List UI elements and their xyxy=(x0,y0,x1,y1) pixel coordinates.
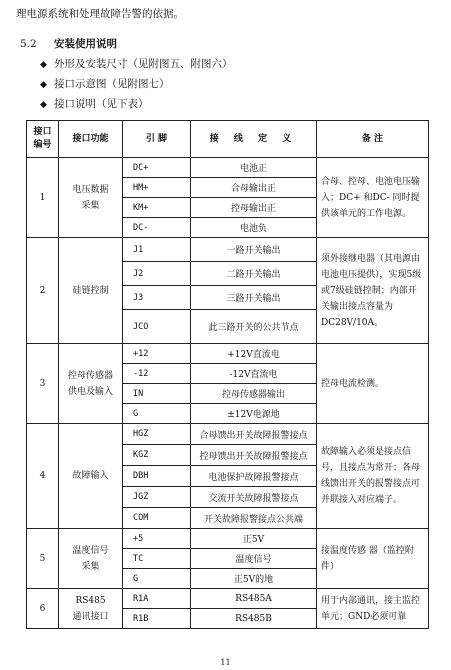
pin-cell: HM+ xyxy=(123,178,191,198)
section-number: 5.2 xyxy=(20,38,37,50)
note-cell: 须外接继电器（其电源由电池电压提供），实现5级或7级硅链控制；内部开关输出接点容量为DC28V/10A。 xyxy=(317,238,429,344)
pin-cell: KM+ xyxy=(123,198,191,218)
function-line1: RS485 xyxy=(75,595,106,606)
table-row xyxy=(27,238,429,262)
interface-number-cell: 4 xyxy=(27,424,59,529)
bullet-item xyxy=(40,76,170,91)
definition-cell: 一路开关输出 xyxy=(191,238,317,262)
header-function: 接口功能 xyxy=(59,121,123,158)
table-row xyxy=(27,158,429,178)
function-line2: 采集 xyxy=(81,561,100,572)
pin-cell: G xyxy=(123,569,191,589)
header-note: 备 注 xyxy=(317,121,429,158)
definition-cell: 开关故障报警接点公共端 xyxy=(191,508,317,529)
definition-cell: 电池保护故障报警接点 xyxy=(191,466,317,487)
page-number: 11 xyxy=(220,658,231,667)
function-line2: 采集 xyxy=(81,200,100,211)
table-body xyxy=(27,158,429,629)
definition-cell: 正5V的地 xyxy=(191,569,317,589)
pin-cell: COM xyxy=(123,508,191,529)
definition-cell: -12V直流电 xyxy=(191,364,317,384)
interface-function-cell xyxy=(59,344,123,424)
function-line1: 控母传感器 xyxy=(67,370,113,381)
table-row xyxy=(27,589,429,609)
definition-cell: ±12V电源地 xyxy=(191,404,317,424)
table-header-row xyxy=(27,121,429,158)
function-line1: 电压数据 xyxy=(72,184,109,195)
pin-cell: J1 xyxy=(123,238,191,262)
bullet-text: 接口说明（见下表） xyxy=(54,98,149,110)
definition-cell: 此三路开关的公共节点 xyxy=(191,310,317,344)
pin-cell: DC- xyxy=(123,218,191,238)
function-line1: 故障输入 xyxy=(72,471,109,481)
pin-cell: KGZ xyxy=(123,445,191,466)
note-cell: 用于内部通讯，接主监控单元；GND必须可靠 xyxy=(317,589,429,629)
definition-cell: 电池正 xyxy=(191,158,317,178)
function-line1: 硅链控制 xyxy=(72,285,109,296)
bullet-text: 接口示意图（见附图七） xyxy=(54,78,170,90)
pin-cell: R1A xyxy=(123,589,191,609)
interface-function-cell xyxy=(59,158,123,238)
section-title: 安装使用说明 xyxy=(54,38,117,50)
pin-cell: +5 xyxy=(123,529,191,549)
definition-cell: RS485B xyxy=(191,609,317,629)
interface-number-cell: 6 xyxy=(27,589,59,629)
definition-cell: 合母输出正 xyxy=(191,178,317,198)
pin-cell: JCO xyxy=(123,310,191,344)
pin-cell: JGZ xyxy=(123,487,191,508)
interface-number-cell: 5 xyxy=(27,529,59,589)
function-line2: 供电及输入 xyxy=(67,386,113,397)
note-cell: 合母、控母、电池电压输入；DC+ 和DC- 同时提供该单元的工作电源。 xyxy=(317,158,429,238)
pin-cell: G xyxy=(123,404,191,424)
definition-cell: 电池负 xyxy=(191,218,317,238)
interface-function-cell xyxy=(59,589,123,629)
bullet-item xyxy=(40,56,233,71)
header-no-line2: 编号 xyxy=(33,140,52,150)
interface-number-cell: 3 xyxy=(27,344,59,424)
interface-number-cell: 1 xyxy=(27,158,59,238)
definition-cell: 控母输出正 xyxy=(191,198,317,218)
note-cell: 故障输入必须是接点信号，且接点为常开；各母线馈出开关的报警接点可并联接入对应端子。 xyxy=(317,424,429,529)
function-line1: 温度信号 xyxy=(72,545,109,556)
intro-text: 理电源系统和处理故障告警的依据。 xyxy=(16,8,184,20)
table-row xyxy=(27,344,429,364)
pin-cell: IN xyxy=(123,384,191,404)
pin-cell: J2 xyxy=(123,262,191,286)
header-interface-no xyxy=(27,121,59,158)
note-cell: 控母电流检测。 xyxy=(317,344,429,424)
definition-cell: 二路开关输出 xyxy=(191,262,317,286)
pin-cell: HGZ xyxy=(123,424,191,445)
definition-cell: 温度信号 xyxy=(191,549,317,569)
diamond-bullet-icon: ◆ xyxy=(40,80,47,90)
definition-cell: 交流开关故障报警接点 xyxy=(191,487,317,508)
pin-cell: +12 xyxy=(123,344,191,364)
definition-cell: 合母馈出开关故障报警接点 xyxy=(191,424,317,445)
definition-cell: 控母传感器输出 xyxy=(191,384,317,404)
bullet-item xyxy=(40,96,149,111)
header-pin: 引 脚 xyxy=(123,121,191,158)
interface-function-cell xyxy=(59,424,123,529)
definition-cell: 控母馈出开关故障报警接点 xyxy=(191,445,317,466)
pin-cell: R1B xyxy=(123,609,191,629)
pin-cell: DC+ xyxy=(123,158,191,178)
diamond-bullet-icon: ◆ xyxy=(40,60,47,70)
pin-cell: J3 xyxy=(123,286,191,310)
bullet-text: 外形及安装尺寸（见附图五、附图六） xyxy=(54,58,233,70)
diamond-bullet-icon: ◆ xyxy=(40,100,47,110)
definition-cell: 三路开关输出 xyxy=(191,286,317,310)
function-line2: 通讯接口 xyxy=(72,611,109,622)
interface-function-cell xyxy=(59,529,123,589)
definition-cell: 正5V xyxy=(191,529,317,549)
interface-function-cell xyxy=(59,238,123,344)
pin-cell: DBH xyxy=(123,466,191,487)
section-heading xyxy=(20,36,117,51)
definition-cell: +12V直流电 xyxy=(191,344,317,364)
interface-number-cell: 2 xyxy=(27,238,59,344)
pin-cell: TC xyxy=(123,549,191,569)
table-row xyxy=(27,424,429,445)
table-row xyxy=(27,529,429,549)
header-definition: 接 线 定 义 xyxy=(191,121,317,158)
definition-cell: RS485A xyxy=(191,589,317,609)
header-no-line1: 接口 xyxy=(33,127,52,137)
note-cell: 接温度传感 器（监控附件） xyxy=(317,529,429,589)
pin-cell: -12 xyxy=(123,364,191,384)
interface-table xyxy=(26,120,429,629)
